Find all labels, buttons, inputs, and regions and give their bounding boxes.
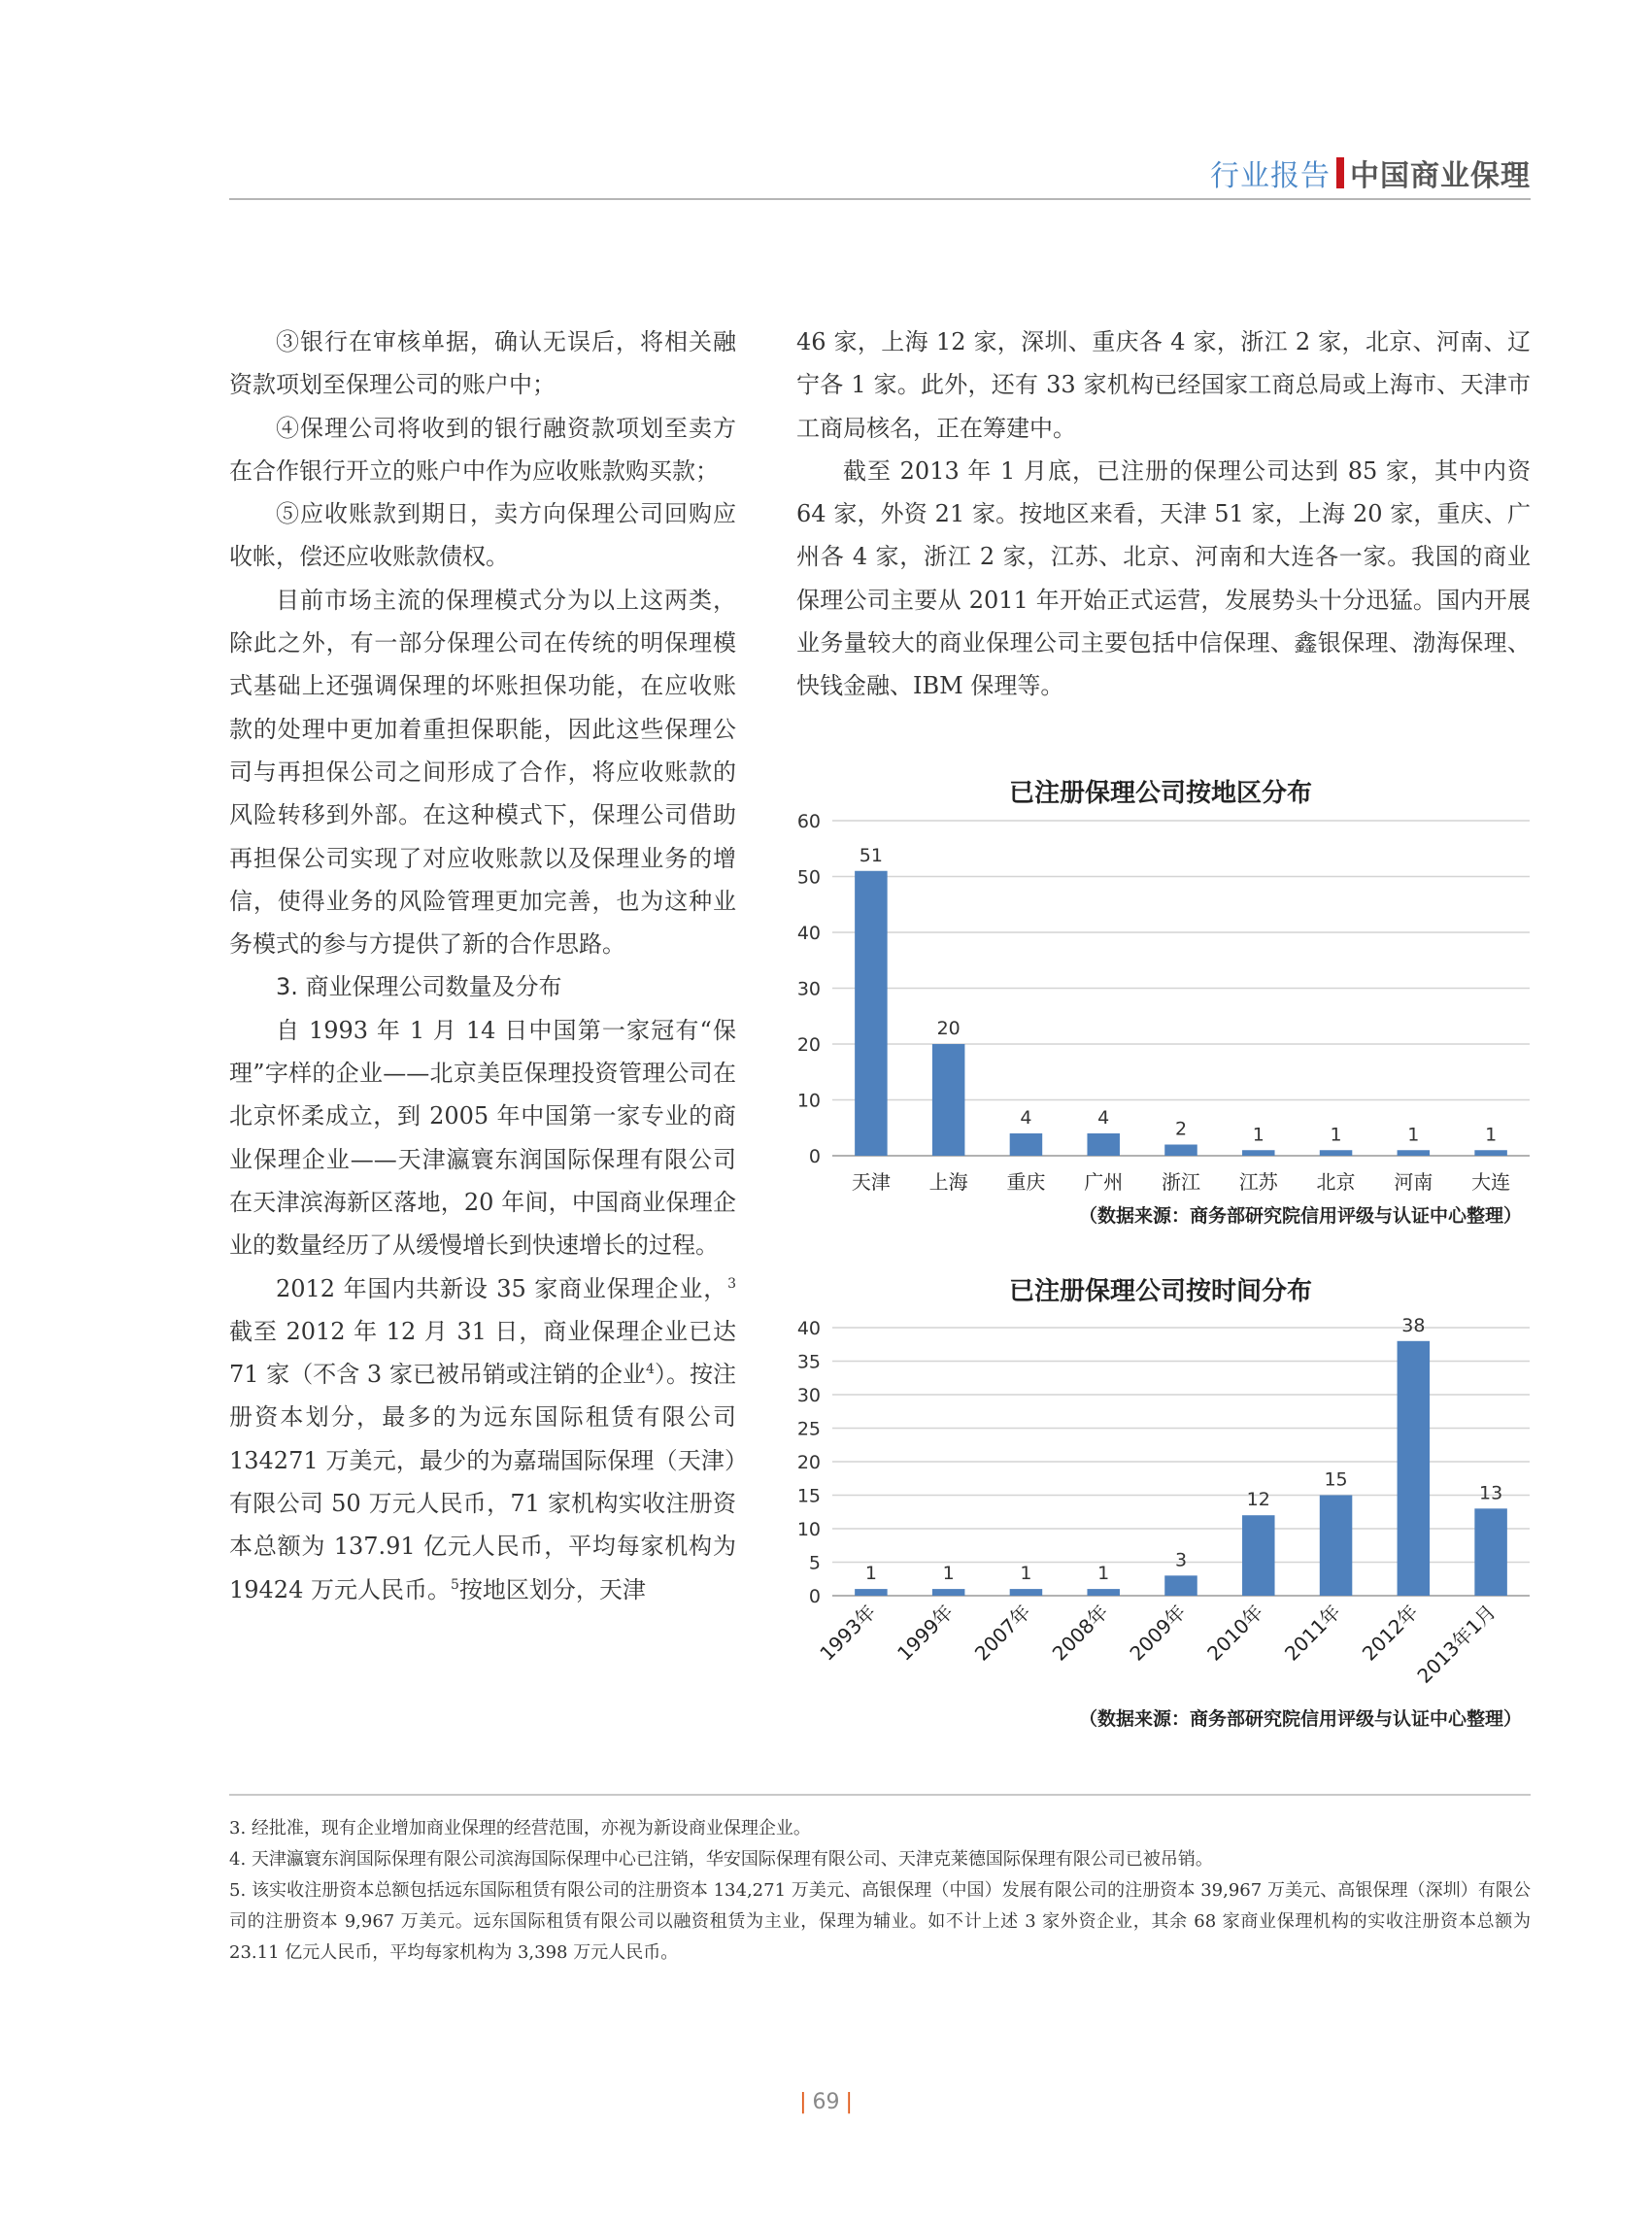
- data-label: 1: [942, 1563, 955, 1585]
- paragraph-step-3: ③银行在审核单据，确认无误后，将相关融资款项划至保理公司的账户中；: [229, 328, 736, 399]
- data-label: 13: [1479, 1482, 1503, 1504]
- x-tick-label: 2009年: [1125, 1600, 1191, 1666]
- data-label: 1: [1407, 1124, 1420, 1146]
- bar: [932, 1589, 965, 1596]
- y-tick-label: 30: [796, 978, 821, 1000]
- region-chart-svg: [782, 777, 1539, 1224]
- y-tick-label: 5: [808, 1552, 821, 1574]
- data-label: 1: [864, 1563, 877, 1585]
- region-bar-chart: [782, 767, 1539, 1243]
- section-heading: 3. 商业保理公司数量及分布: [276, 973, 562, 1001]
- y-tick-label: 10: [796, 1090, 821, 1112]
- y-tick-label: 25: [796, 1418, 821, 1440]
- footnote-ref-5: 5: [450, 1576, 459, 1593]
- paragraph-2012-text-b: 截至 2012 年 12 月 31 日，商业保理企业已达 71 家（不含 3 家已被吊销或注销的企业: [229, 1317, 736, 1389]
- y-tick-label: 20: [796, 1034, 821, 1056]
- y-tick-label: 0: [808, 1146, 821, 1167]
- y-tick-label: 40: [796, 1318, 821, 1339]
- header-divider-bar: [1336, 157, 1344, 188]
- page-number-bar-left: |: [799, 2090, 807, 2114]
- x-tick-label: 上海: [928, 1170, 968, 1194]
- x-tick-label: 2012年: [1357, 1600, 1423, 1666]
- bar: [1087, 1589, 1120, 1596]
- x-tick-label: 1993年: [815, 1600, 881, 1666]
- right-column: [796, 320, 1531, 708]
- data-label: 15: [1324, 1468, 1348, 1491]
- data-label: 1: [1330, 1124, 1342, 1146]
- left-column: [229, 320, 736, 1611]
- data-label: 51: [859, 844, 883, 866]
- bar: [1087, 1133, 1120, 1156]
- page-header: [229, 146, 1531, 200]
- x-tick-label: 2011年: [1279, 1600, 1346, 1666]
- data-label: 1: [1485, 1124, 1498, 1146]
- paragraph-step-4: ④保理公司将收到的银行融资款项划至卖方在合作银行开立的账户中作为应收账款购买款；: [229, 414, 736, 485]
- y-tick-label: 60: [796, 811, 821, 832]
- data-label: 4: [1097, 1107, 1110, 1129]
- bar: [1164, 1575, 1197, 1596]
- paragraph-mainstream-modes: 目前市场主流的保理模式分为以上这两类，除此之外，有一部分保理公司在传统的明保理模式基础上还强调保理的坏账担保功能，在应收账款的处理中更加着重担保职能，因此这些保理公司与再担保公司之间形成了合作，将应收账款的风险转移到外部。在这种模式下，保理公司借助再担保公司实现了对应收账款以及保理业务的增信，使得业务的风险管理更加完善，也为这种业务模式的参与方提供了新的合作思路。: [229, 586, 736, 959]
- footnotes: [229, 1794, 1531, 1969]
- bar: [1164, 1145, 1197, 1157]
- paragraph-history: 自 1993 年 1 月 14 日中国第一家冠有“保理”字样的企业——北京美臣保理投资管理公司在北京怀柔成立，到 2005 年中国第一家专业的商业保理企业——天津瀛寰东润国际保理有限公司在天津滨海新区落地，20 年间，中国商业保理企业的数量经历了从缓慢增长到快速增长的过程。: [229, 1016, 736, 1260]
- bar: [1242, 1515, 1275, 1596]
- x-tick-label: 2010年: [1202, 1600, 1268, 1666]
- paragraph-step-5: ⑤应收账款到期日，卖方向保理公司回购应收帐，偿还应收账款债权。: [229, 500, 736, 571]
- footnote-ref-3: 3: [727, 1275, 736, 1292]
- paragraph-region-continued: 46 家，上海 12 家，深圳、重庆各 4 家，浙江 2 家，北京、河南、辽宁各 1 家。此外，还有 33 家机构已经国家工商总局或上海市、天津市工商局核名，正在筹建中。: [796, 328, 1531, 442]
- paragraph-2013-stats: 截至 2013 年 1 月底，已注册的保理公司达到 85 家，其中内资 64 家，外资 21 家。按地区来看，天津 51 家，上海 20 家，重庆、广州各 4 家，浙江 2 家，江苏、北京、河南和大连各一家。我国的商业保理公司主要从 2011 年开始正式运营，发展势头十分迅猛。国内开展业务量较大的商业保理公司主要包括中信保理、鑫银保理、渤海保理、快钱金融、IBM 保理等。: [796, 456, 1531, 700]
- footnote-5: 5. 该实收注册资本总额包括远东国际租赁有限公司的注册资本 134,271 万美元、高银保理（中国）发展有限公司的注册资本 39,967 万美元、高银保理（深圳）有限公司的注册资本 9,967 万美元。远东国际租赁有限公司以融资租赁为主业，保理为辅业。如不计上述 3 家外资企业，其余 68 家商业保理机构的实收注册资本总额为 23.11 亿元人民币，平均每家机构为 3,398 万元人民币。: [229, 1880, 1531, 1963]
- x-tick-label: 2007年: [969, 1600, 1035, 1666]
- data-label: 1: [1097, 1563, 1110, 1585]
- time-bar-chart: [782, 1267, 1539, 1753]
- header-report-title: 中国商业保理: [1350, 159, 1531, 193]
- page-number: [0, 2090, 1652, 2114]
- bar: [855, 1589, 888, 1596]
- chart-source: （数据来源：商务部研究院信用评级与认证中心整理）: [1078, 1708, 1522, 1730]
- y-tick-label: 50: [796, 866, 821, 889]
- bar: [1398, 1341, 1431, 1596]
- x-tick-label: 2008年: [1047, 1600, 1113, 1666]
- bar: [1010, 1589, 1043, 1596]
- x-tick-label: 重庆: [1006, 1170, 1046, 1194]
- x-tick-label: 浙江: [1162, 1170, 1200, 1194]
- data-label: 20: [936, 1018, 961, 1039]
- page-number-bar-right: |: [845, 2090, 853, 2114]
- chart-title: 已注册保理公司按时间分布: [1008, 1277, 1312, 1306]
- y-tick-label: 15: [796, 1485, 821, 1507]
- paragraph-2012-text-c: ）。按注册资本划分，最多的为远东国际租赁有限公司 134271 万美元，最少的为嘉瑞国际保理（天津）有限公司 50 万元人民币，71 家机构实收注册资本总额为 137.91 亿元人民币，平均每家机构为 19424 万元人民币。: [229, 1361, 737, 1603]
- bar: [1474, 1150, 1507, 1156]
- bar: [1320, 1496, 1353, 1597]
- bar: [1010, 1133, 1043, 1156]
- chart-source: （数据来源：商务部研究院信用评级与认证中心整理）: [1078, 1205, 1522, 1227]
- footnote-4: 4. 天津瀛寰东润国际保理有限公司滨海国际保理中心已注销，华安国际保理有限公司、天津克莱德国际保理有限公司已被吊销。: [229, 1849, 1213, 1870]
- bar: [1398, 1150, 1431, 1156]
- footnote-ref-4: 4: [646, 1362, 655, 1378]
- x-tick-label: 河南: [1394, 1170, 1433, 1194]
- footnote-3: 3. 经批准，现有企业增加商业保理的经营范围，亦视为新设商业保理企业。: [229, 1818, 811, 1838]
- y-tick-label: 20: [796, 1452, 821, 1473]
- bar: [1474, 1508, 1507, 1596]
- x-tick-label: 广州: [1084, 1170, 1124, 1194]
- paragraph-2012-stats: [229, 1267, 736, 1611]
- page-number-value: 69: [812, 2090, 840, 2114]
- y-tick-label: 30: [796, 1385, 821, 1406]
- data-label: 3: [1174, 1549, 1188, 1571]
- x-tick-label: 江苏: [1238, 1170, 1278, 1194]
- data-label: 4: [1020, 1107, 1032, 1129]
- y-tick-label: 40: [796, 923, 821, 944]
- header-title-group: [1210, 152, 1531, 194]
- header-section-label: 行业报告: [1210, 159, 1331, 193]
- bar: [1320, 1150, 1353, 1156]
- y-tick-label: 10: [796, 1519, 821, 1540]
- time-chart-svg: [782, 1267, 1539, 1724]
- bar: [1242, 1150, 1275, 1156]
- data-label: 2: [1174, 1118, 1188, 1140]
- bar: [932, 1044, 965, 1156]
- y-tick-label: 35: [796, 1351, 821, 1373]
- paragraph-2012-text-d: 按地区划分，天津: [458, 1575, 646, 1603]
- x-tick-label: 2013年1月: [1412, 1600, 1500, 1688]
- data-label: 12: [1246, 1489, 1270, 1511]
- x-tick-label: 1999年: [893, 1600, 959, 1666]
- data-label: 38: [1401, 1314, 1426, 1336]
- x-tick-label: 北京: [1316, 1170, 1356, 1194]
- x-tick-label: 大连: [1471, 1170, 1511, 1194]
- chart-title: 已注册保理公司按地区分布: [1008, 779, 1312, 808]
- bar: [855, 871, 888, 1156]
- data-label: 1: [1020, 1563, 1032, 1585]
- y-tick-label: 0: [808, 1586, 821, 1607]
- paragraph-2012-text-a: 2012 年国内共新设 35 家商业保理企业，: [276, 1274, 728, 1302]
- x-tick-label: 天津: [851, 1170, 891, 1194]
- data-label: 1: [1252, 1124, 1264, 1146]
